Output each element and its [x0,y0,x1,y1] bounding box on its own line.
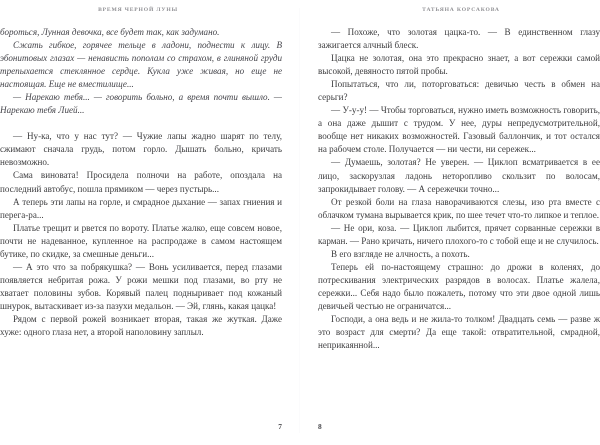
left-page-running-head: ВРЕМЯ ЧЕРНОЙ ЛУНЫ [98,7,178,13]
paragraph: — Не ори, коза. — Циклоп лыбится, прячет сорванные сережки в карман. — Рано кричать, ничего плохого-то с тобой еще и не случилось. [318,222,600,246]
right-page-running-head: ТАТЬЯНА КОРСАКОВА [422,7,500,13]
left-page-body [0,26,282,339]
paragraph: Теперь ей по-настоящему страшно: до дрожи в коленях, до потрескивания электрических разрядов в волосах. Платье жалела, сережки... Себя надо было пожалеть, потому что эти двое одной лишь девичьей честью не ограничатся... [318,261,600,311]
paragraph: — А это что за побрякушка? — Вонь усиливается, перед глазами появляется небритая рожа. У рожи мешки под глазами, во рту не хватает половины зубов. Корявый палец подныривает под кожаный шнурок, вытаскивает из-за пазухи медальон. — Эй, глянь, какая цацка! [0,261,282,311]
paragraph: бороться, Лунная девочка, все будет так, как задумано. [0,27,220,37]
paragraph: А теперь эти лапы на горле, и смрадное дыхание — запах гниения и перега-ра... [0,196,282,220]
scene-break [0,117,282,130]
paragraph: От резкой боли на глаза наворачиваются слезы, изо рта вместе с облачком тумана вырывается крик, по шее течет что-то липкое и теплое. [318,196,600,220]
paragraph: — Думаешь, золотая? Не уверен. — Циклоп всматривается в ее лицо, заскорузлая ладонь неторопливо скользит по волосам, запрокидывает голову. — А сережечки точно... [318,157,600,194]
left-page-number: 7 [278,422,282,431]
paragraph: — Нарекаю тебя... — говорить больно, а время почти вышло. — Нарекаю тебя Лией... [0,92,282,116]
paragraph: Рядом с первой рожей возникает вторая, такая же жуткая. Даже хуже: одного глаза нет, а второй наполовину заплыл. [0,313,282,338]
paragraph: — У-у-у! — Чтобы торговаться, нужно иметь возможность говорить, а она даже дышит с трудом. У нее, дуры непредусмотрительной, вообще нет никаких возможностей. Газовый баллончик, и тот остался на рабочем столе. Получается — ни чести, ни сережек... [318,105,600,155]
right-page-number: 8 [318,422,322,431]
paragraph: Попытаться, что ли, поторговаться: девичью честь в обмен на серьги? [318,79,600,103]
right-page-body [318,26,600,352]
paragraph: Сама виновата! Просидела полночи на работе, опоздала на последний автобус, пошла прямиком — через пустырь... [0,170,282,194]
paragraph: Платье трещит и рвется по вороту. Платье жалко, еще совсем новое, почти не надеванное, купленное на распродаже в самом настоящем бутике, по скидке, за смешные деньги... [0,222,282,259]
paragraph: В его взгляде не алчность, а похоть. [331,248,470,259]
paragraph: Цацка не золотая, она это прекрасно знает, а вот сережки самой высокой, девяносто пятой пробы. [318,53,600,77]
right-page [300,0,600,445]
paragraph: — Ну-ка, что у нас тут? — Чужие лапы жадно шарят по телу, сжимают сначала грудь, потом горло. Дышать больно, кричать невозможно. [0,131,282,168]
paragraph: Господи, а она ведь и не жила-то толком! Двадцать семь — разве ж это возраст для смерти? Да еще такой: отвратительной, смрадной, неприкаянной... [318,314,600,351]
paragraph: — Похоже, что золотая цацка-то. — В единственном глазу зажигается алчный блеск. [318,27,600,51]
paragraph: Сжать гибкое, горячее тельце в ладони, поднести к лицу. В эбонитовых глазах — ненависть пополам со страхом, в глиняной груди трепыхается стеклянное сердце. Кукла уже живая, но еще не настоящая. Еще не вместилище... [0,40,282,90]
